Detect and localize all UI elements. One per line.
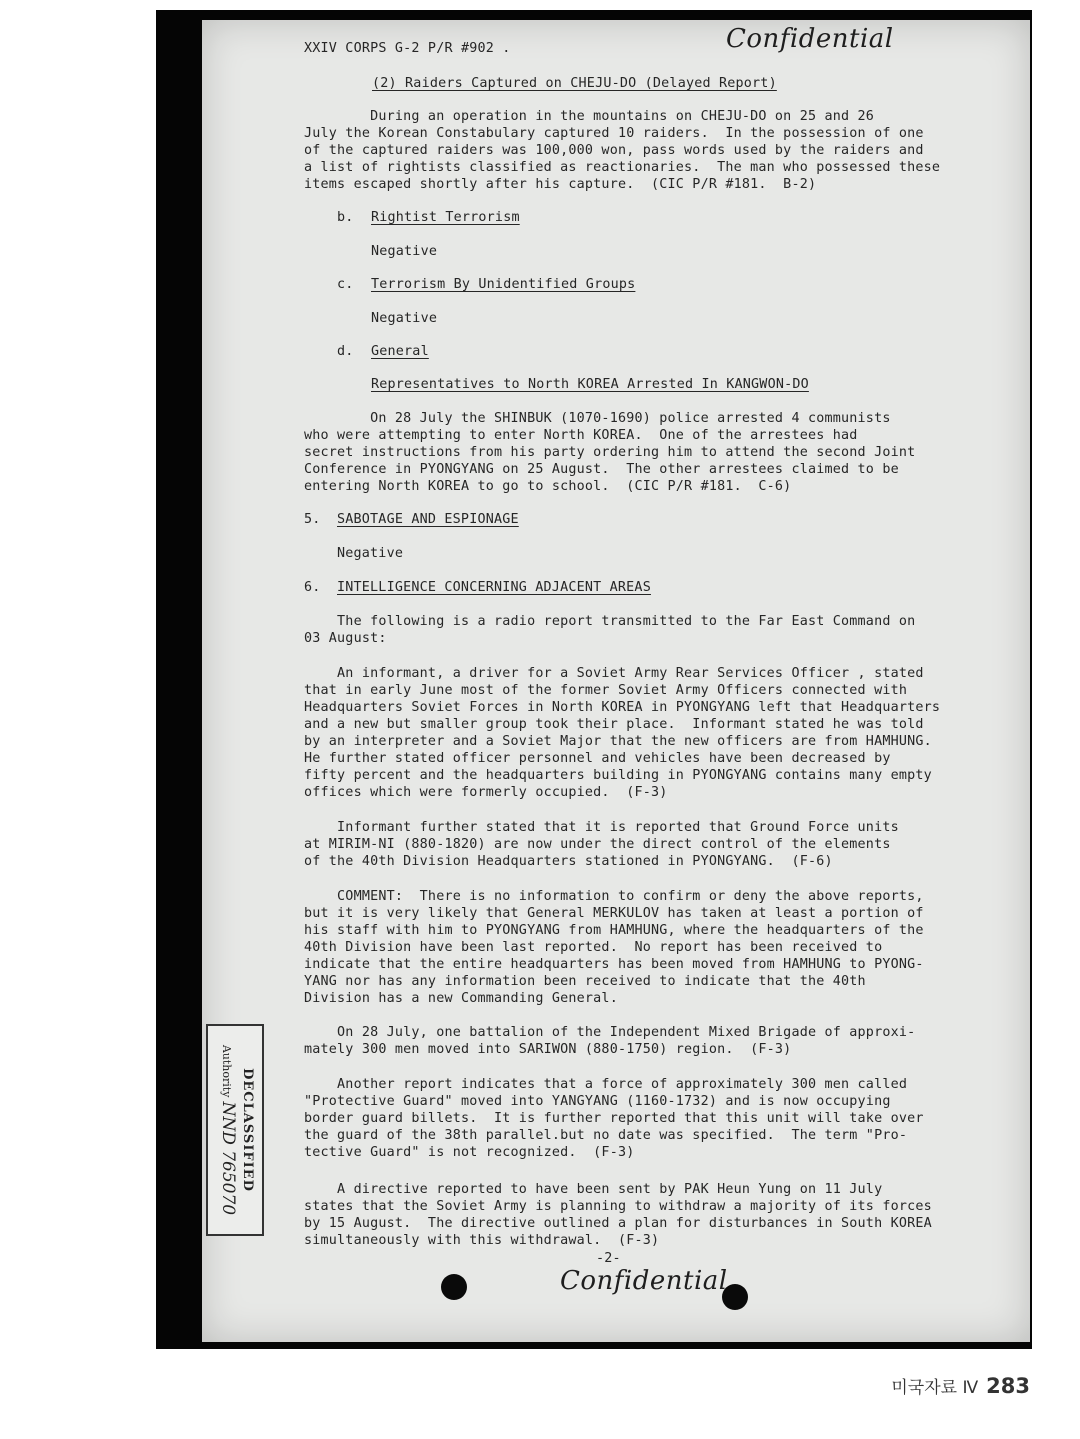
punch-hole-left [441,1274,467,1300]
section-b-heading: Rightist Terrorism [371,210,520,225]
text-line: Another report indicates that a force of approximately 300 men called [304,1077,908,1092]
text-line: "Protective Guard" moved into YANGYANG (1160-1732) and is now occupying [304,1094,891,1109]
text-line: tective Guard" is not recognized. (F-3) [304,1145,635,1160]
page-marker: -2- [596,1251,621,1266]
text-line: The following is a radio report transmitted to the Far East Command on [304,614,916,629]
text-line: items escaped shortly after his capture. (CIC P/R #181. B-2) [304,177,817,192]
section-b-text: Negative [371,244,438,259]
stamp-title: DECLASSIFIED [240,1068,255,1192]
text-line: that in early June most of the former Soviet Army Officers connected with [304,683,908,698]
text-line: July the Korean Constabulary captured 10 raiders. In the possession of one [304,126,924,141]
text-line: On 28 July, one battalion of the Independent Mixed Brigade of approxi- [304,1025,916,1040]
text-line: Headquarters Soviet Forces in North KOREA in PYONGYANG left that Headquarters [304,700,941,715]
text-line: the guard of the 38th parallel.but no date was specified. The term "Pro- [304,1128,908,1143]
text-line: offices which were formerly occupied. (F-3) [304,785,668,800]
raiders-heading: (2) Raiders Captured on CHEJU-DO (Delayed Report) [372,76,777,91]
text-line: of the captured raiders was 100,000 won, pass words used by the raiders and [304,143,924,158]
footer-page-number: 283 [986,1374,1030,1398]
text-line: 40th Division have been last reported. No report has been received to [304,940,883,955]
text-line: of the 40th Division Headquarters stationed in PYONGYANG. (F-6) [304,854,833,869]
declassified-stamp-content [215,1027,255,1233]
text-line: by an interpreter and a Soviet Major that the new officers are from HAMHUNG. [304,734,932,749]
stamp-authority [215,1027,239,1233]
text-line: mately 300 men moved into SARIWON (880-1750) region. (F-3) [304,1042,792,1057]
text-line: Informant further stated that it is reported that Ground Force units [304,820,899,835]
text-line: his staff with him to PYONGYANG from HAMHUNG, where the headquarters of the [304,923,924,938]
text-line: border guard billets. It is further reported that this unit will take over [304,1111,924,1126]
text-line: During an operation in the mountains on CHEJU-DO on 25 and 26 [304,109,875,124]
text-line: Division has a new Commanding General. [304,991,618,1006]
section-b-number: b. [337,210,354,225]
section-5-heading: SABOTAGE AND ESPIONAGE [337,512,519,527]
text-line: entering North KOREA to go to school. (CIC P/R #181. C-6) [304,479,792,494]
text-line: fifty percent and the headquarters building in PYONGYANG contains many empty [304,768,932,783]
document-header: XXIV CORPS G-2 P/R #902 . [304,41,511,56]
page-footer [891,1373,1030,1398]
text-line: He further stated officer personnel and vehicles have been decreased by [304,751,891,766]
text-line: COMMENT: There is no information to confirm or deny the above reports, [304,889,924,904]
handwritten-confidential-top: Confidential [726,24,894,54]
text-line: A directive reported to have been sent by PAK Heun Yung on 11 July [304,1182,883,1197]
declassified-stamp [206,1024,264,1236]
text-line: and a new but smaller group took their place. Informant stated he was told [304,717,924,732]
section-d-subheading: Representatives to North KOREA Arrested In KANGWON-DO [371,377,809,392]
section-6-number: 6. [304,580,321,595]
section-c-number: c. [337,277,354,292]
handwritten-confidential-bottom: Confidential [560,1266,728,1296]
text-line: who were attempting to enter North KOREA. One of the arrestees had [304,428,858,443]
section-5-number: 5. [304,512,321,527]
stamp-authority-label: Authority [220,1044,233,1098]
footer-label: 미국자료 Ⅳ [891,1378,979,1398]
section-d-number: d. [337,344,354,359]
stamp-authority-number: NND 765070 [218,1101,238,1216]
text-line: by 15 August. The directive outlined a plan for disturbances in South KOREA [304,1216,932,1231]
section-d-heading: General [371,344,429,359]
section-6-heading: INTELLIGENCE CONCERNING ADJACENT AREAS [337,580,651,595]
text-line: On 28 July the SHINBUK (1070-1690) police arrested 4 communists [304,411,891,426]
text-line: Conference in PYONGYANG on 25 August. The other arrestees claimed to be [304,462,899,477]
text-line: YANG nor has any information been received to indicate that the 40th [304,974,866,989]
text-line: secret instructions from his party ordering him to attend the second Joint [304,445,916,460]
text-line: An informant, a driver for a Soviet Army Rear Services Officer , stated [304,666,924,681]
section-c-heading: Terrorism By Unidentified Groups [371,277,636,292]
section-c-text: Negative [371,311,438,326]
text-line: indicate that the entire headquarters has been moved from HAMHUNG to PYONG- [304,957,924,972]
text-line: states that the Soviet Army is planning to withdraw a majority of its forces [304,1199,932,1214]
section-5-text: Negative [337,546,404,561]
text-line: simultaneously with this withdrawal. (F-3) [304,1233,660,1248]
text-line: at MIRIM-NI (880-1820) are now under the direct control of the elements [304,837,891,852]
text-line: but it is very likely that General MERKULOV has taken at least a portion of [304,906,924,921]
text-line: a list of rightists classified as reactionaries. The man who possessed these [304,160,941,175]
text-line: 03 August: [304,631,387,646]
